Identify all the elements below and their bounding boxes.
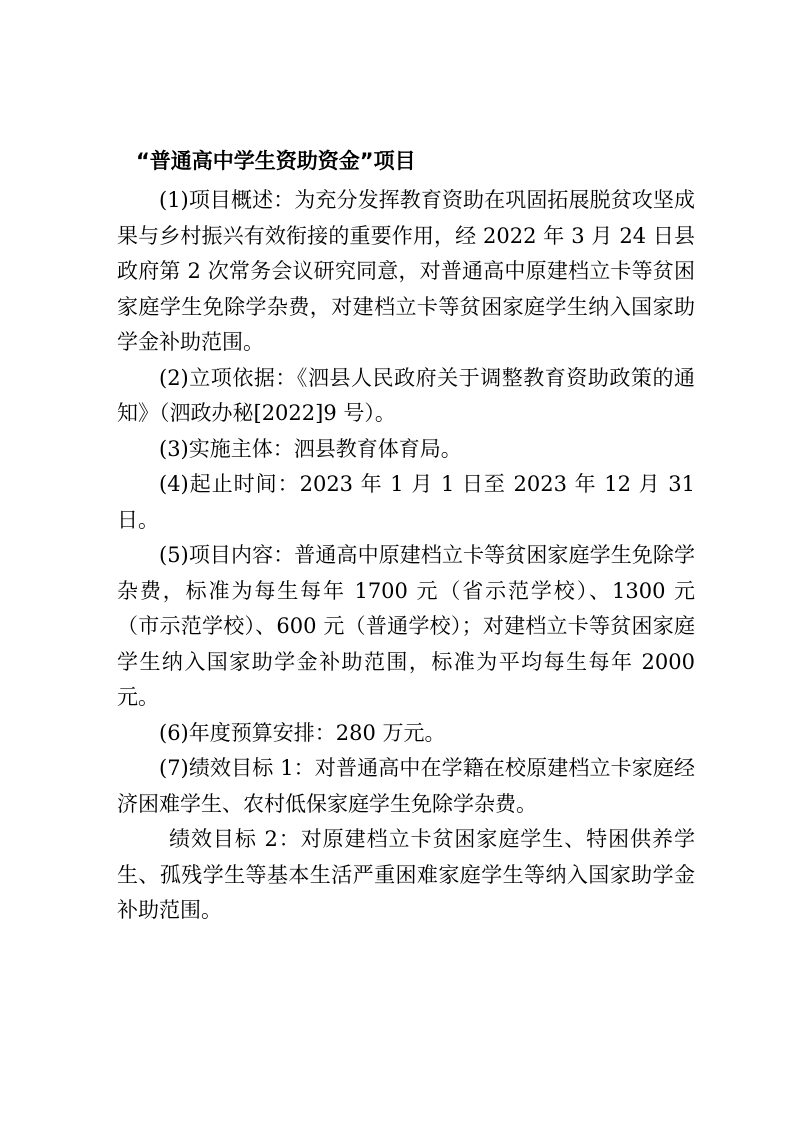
- paragraph-goal-1: (7)绩效目标 1：对普通高中在学籍在校原建档立卡家庭经济困难学生、农村低保家庭学生免除学杂费。: [117, 756, 695, 816]
- section-title: “普通高中学生资助资金”项目: [136, 149, 416, 173]
- paragraph-implementer: (3)实施主体：泗县教育体育局。: [159, 436, 462, 461]
- paragraph-budget: (6)年度预算安排：280 万元。: [159, 720, 446, 745]
- document-body: [117, 183, 695, 929]
- paragraph-project-overview: (1)项目概述：为充分发挥教育资助在巩固拓展脱贫攻坚成果与乡村振兴有效衔接的重要作用，经 2022 年 3 月 24 日县政府第 2 次常务会议研究同意，对普通高中原建档立卡等贫困家庭学生免除学杂费，对建档立卡等贫困家庭学生纳入国家助学金补助范围。: [117, 188, 695, 354]
- paragraph-content: (5)项目内容：普通高中原建档立卡等贫困家庭学生免除学杂费，标准为每生每年 1700 元（省示范学校）、1300 元（市示范学校）、600 元（普通学校）；对建档立卡等贫困家庭学生纳入国家助学金补助范围，标准为平均每生每年 2000 元。: [117, 543, 695, 709]
- paragraph-basis: (2)立项依据：《泗县人民政府关于调整教育资助政策的通知》（泗政办秘[2022]9 号）。: [117, 365, 695, 425]
- paragraph-period: (4)起止时间：2023 年 1 月 1 日至 2023 年 12 月 31 日。: [117, 472, 695, 532]
- paragraph-goal-2: 绩效目标 2：对原建档立卡贫困家庭学生、特困供养学生、孤残学生等基本生活严重困难家庭学生等纳入国家助学金补助范围。: [117, 827, 695, 922]
